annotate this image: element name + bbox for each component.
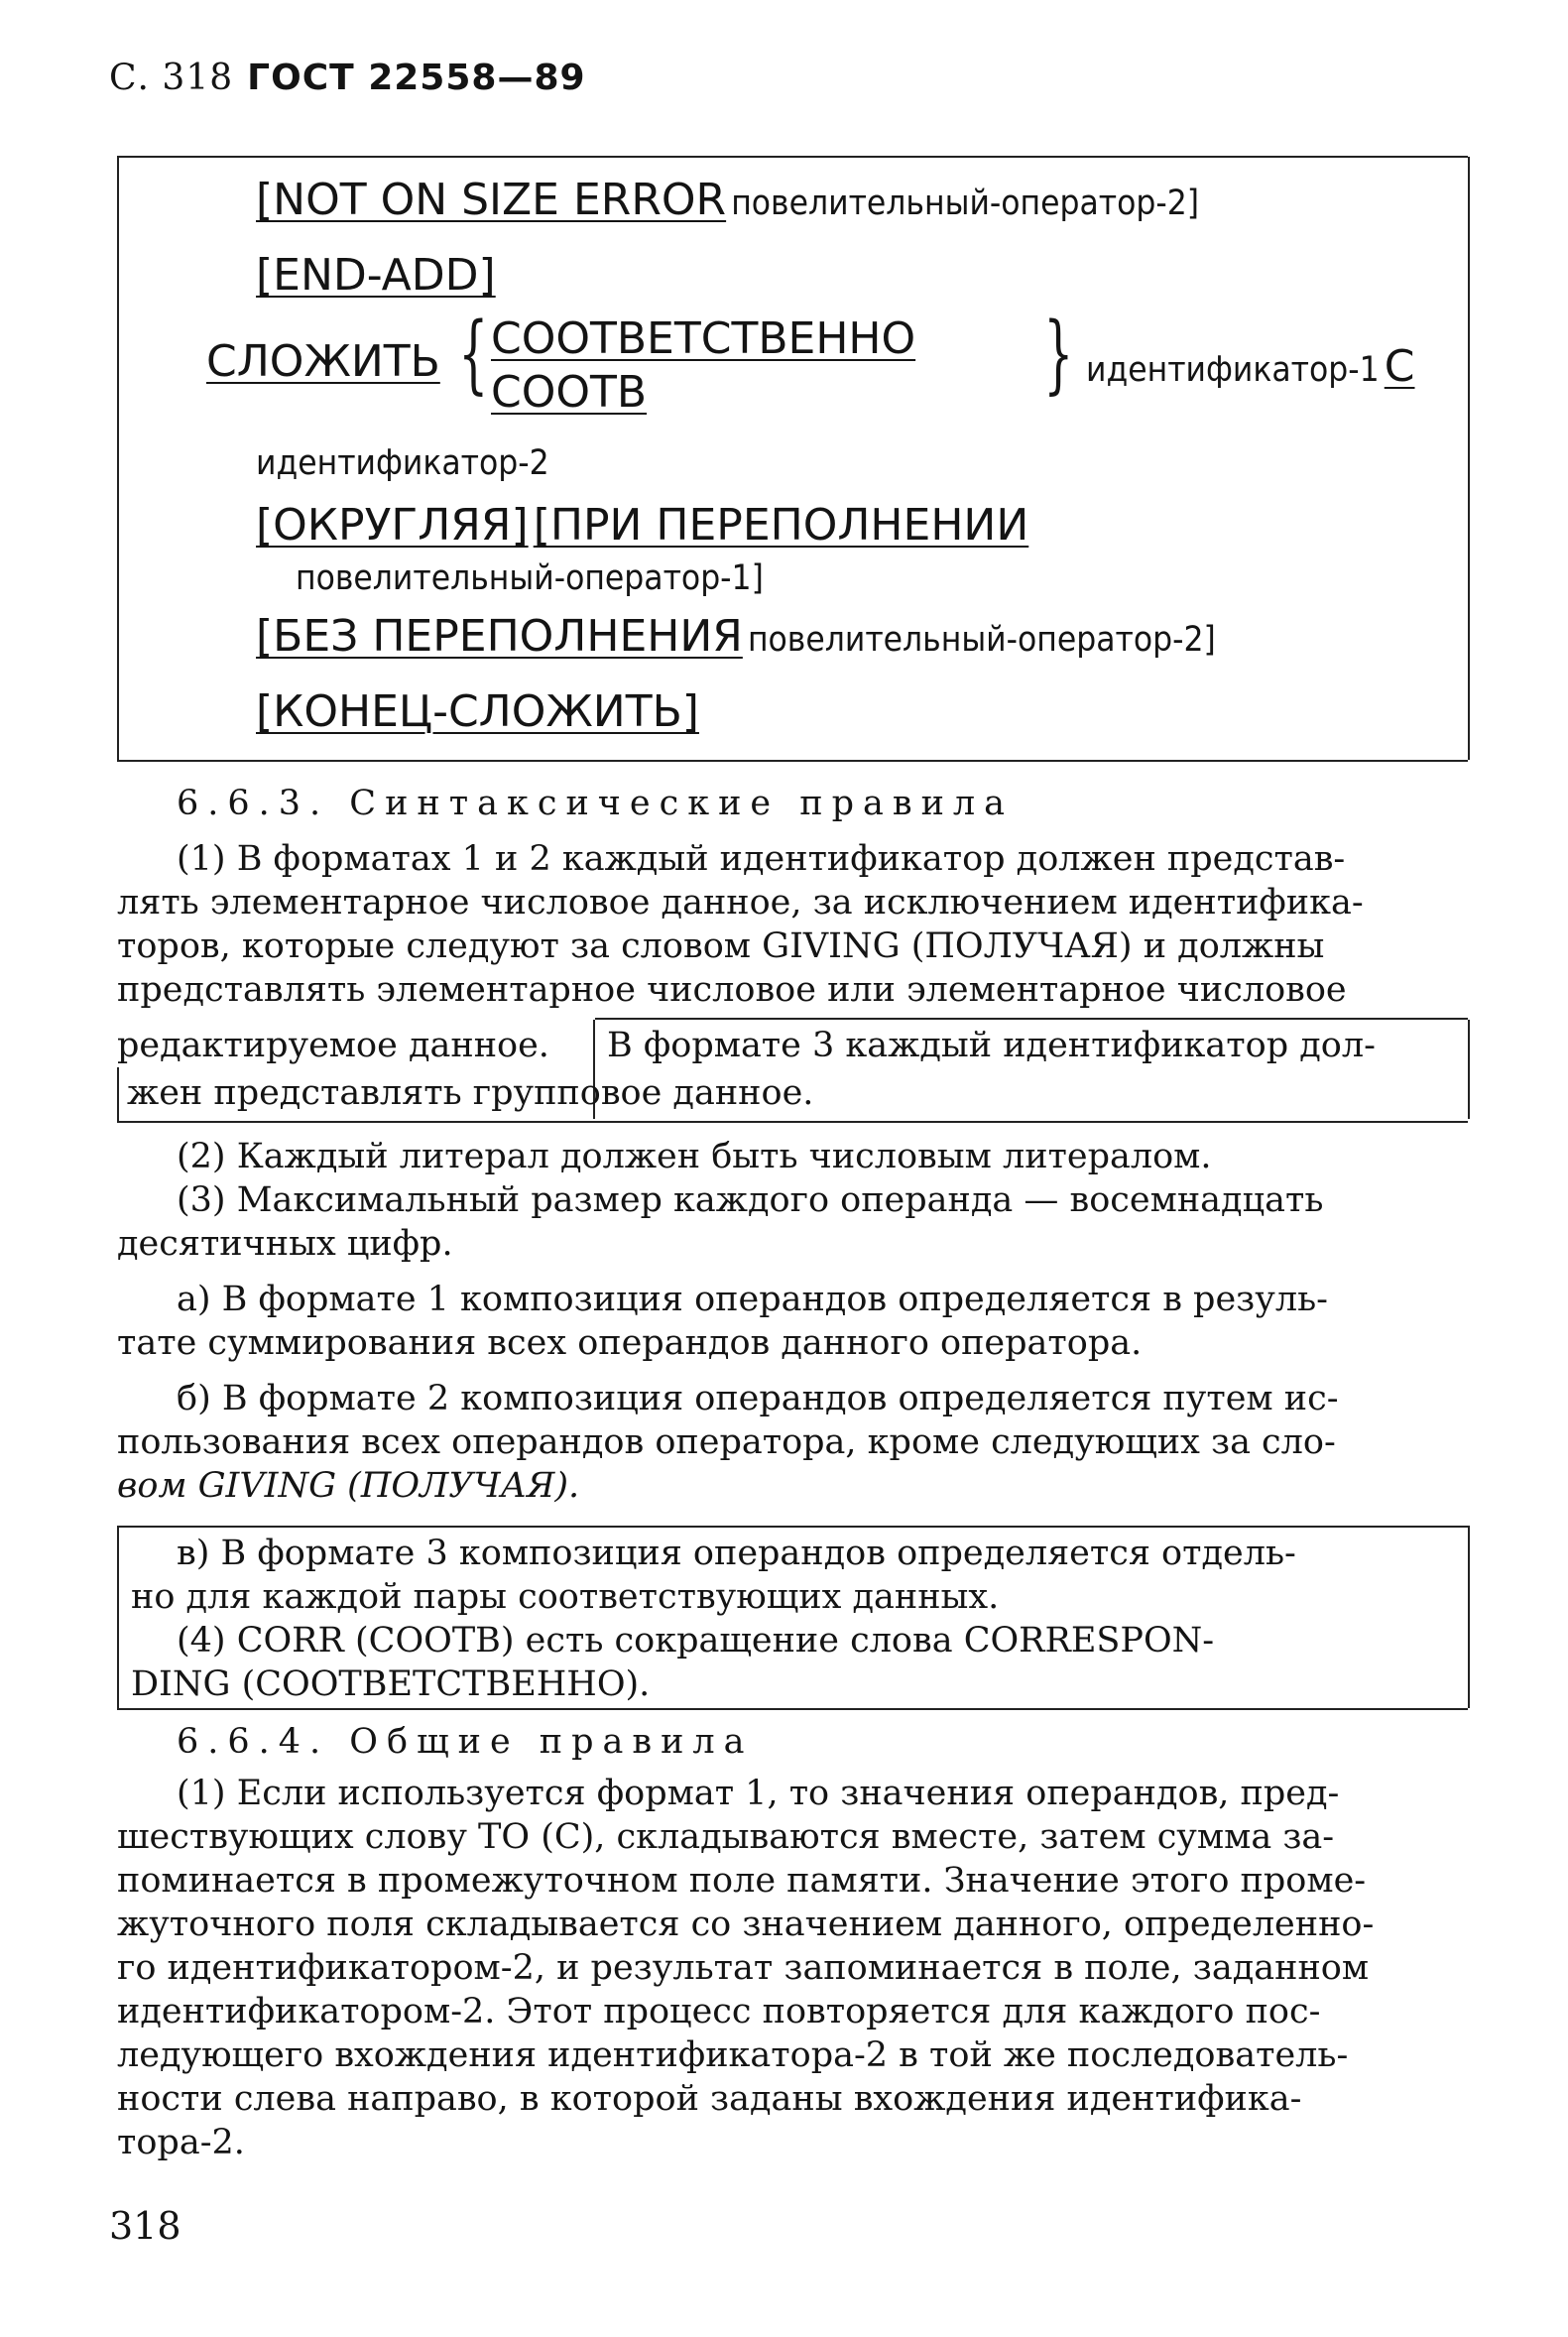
gen-rule1-line-7: ледующего вхождения идентификатора-2 в той же последователь-	[117, 2035, 1349, 2075]
rule3-line-2: десятичных цифр.	[117, 1224, 453, 1264]
rule-b-line-3: вом GIVING (ПОЛУЧАЯ).	[117, 1466, 580, 1506]
rule3-line-1: (3) Максимальный размер каждого операнда — восемнадцать	[177, 1180, 1324, 1220]
left-brace: {	[458, 305, 489, 404]
right-brace: }	[1043, 305, 1074, 404]
gen-rule1-line-2: шествующих слову ТО (С), складываются вместе, затем сумма за-	[117, 1817, 1335, 1857]
syntax-sootv: СООТВ	[491, 367, 648, 418]
syntax-sootvetstvenno: СООТВЕТСТВЕННО	[491, 313, 916, 364]
rule1-line-1: (1) В форматах 1 и 2 каждый идентификатор должен представ-	[177, 839, 1346, 879]
section-664-heading: 6.6.4. Общие правила	[177, 1722, 754, 1762]
rule1-boxed-a: В формате 3 каждый идентификатор дол-	[607, 1026, 1376, 1065]
gen-rule1-line-9: тора-2.	[117, 2123, 245, 2162]
gen-rule1-line-5: го идентификатором-2, и результат запоминается в поле, заданном	[117, 1948, 1370, 1988]
syntax-slozhit: СЛОЖИТЬ	[206, 336, 440, 387]
syntax-bez-perepolneniya: [БЕЗ ПЕРЕПОЛНЕНИЯ	[256, 611, 743, 662]
rule2: (2) Каждый литерал должен быть числовым литералом.	[177, 1137, 1212, 1176]
syntax-identifier-2: идентификатор-2	[256, 443, 549, 483]
syntax-format-box	[117, 157, 1470, 760]
syntax-identifier-1: идентификатор-1	[1086, 350, 1380, 390]
syntax-not-on-size-error: [NOT ON SIZE ERROR	[256, 175, 727, 225]
rule-b-line-2: пользования всех операндов оператора, кроме следующих за сло-	[117, 1422, 1336, 1462]
rule1-boxed-b: жен представлять групповое данное.	[127, 1073, 814, 1113]
standard-code: ГОСТ 22558—89	[247, 58, 586, 98]
syntax-c-keyword: С	[1384, 341, 1415, 392]
gen-rule1-line-3: поминается в промежуточном поле памяти. Значение этого проме-	[117, 1861, 1367, 1901]
syntax-konets-slozhit: [КОНЕЦ-СЛОЖИТЬ]	[256, 686, 699, 737]
syntax-box-bottom-rule	[117, 760, 1468, 762]
page-number: 318	[109, 2204, 181, 2248]
rule4-line-2: DING (СООТВЕТСТВЕННО).	[131, 1664, 651, 1704]
rule-a-line-1: а) В формате 1 композиция операндов определяется в резуль-	[177, 1280, 1328, 1319]
page-label: С. 318	[109, 58, 234, 98]
rule1-line-4: представлять элементарное числовое или элементарное числовое	[117, 970, 1347, 1010]
gen-rule1-line-6: идентификатором-2. Этот процесс повторяется для каждого пос-	[117, 1992, 1321, 2031]
rule1-line-3: торов, которые следуют за словом GIVING (ПОЛУЧАЯ) и должны	[117, 926, 1325, 966]
syntax-okruglyaya: [ОКРУГЛЯЯ]	[256, 500, 529, 551]
page-header	[109, 58, 586, 98]
gen-rule1-line-4: жуточного поля складывается со значением данного, определенно-	[117, 1905, 1375, 1944]
rule-b-line-1: б) В формате 2 композиция операндов определяется путем ис-	[177, 1379, 1339, 1418]
section-663-heading: 6.6.3. Синтаксические правила	[177, 784, 1015, 823]
syntax-imperative-2: повелительный-оператор-2]	[731, 184, 1200, 223]
gen-rule1-line-8: ности слева направо, в которой заданы вхождения идентифика-	[117, 2079, 1302, 2119]
syntax-end-add: [END-ADD]	[256, 250, 496, 301]
rule-a-line-2: тате суммирования всех операндов данного оператора.	[117, 1323, 1143, 1363]
rule1-line-5: редактируемое данное.	[117, 1026, 549, 1065]
rule-v-line-1: в) В формате 3 композиция операндов определяется отдель-	[177, 1534, 1296, 1573]
rule-v-line-2: но для каждой пары соответствующих данных.	[131, 1577, 1000, 1617]
boxed-v-rule-bottom	[117, 1708, 1468, 1710]
syntax-imperative-2b: повелительный-оператор-2]	[747, 620, 1216, 660]
gen-rule1-line-1: (1) Если используется формат 1, то значения операндов, пред-	[177, 1774, 1340, 1813]
rule4-line-1: (4) CORR (СООТВ) есть сокращение слова CORRESPON-	[177, 1621, 1215, 1660]
syntax-imperative-1: повелительный-оператор-1]	[296, 558, 764, 598]
syntax-pri-perepolnenii: [ПРИ ПЕРЕПОЛНЕНИИ	[533, 500, 1029, 551]
boxed-rule-bottom	[117, 1121, 1468, 1123]
rule1-line-2: лять элементарное числовое данное, за исключением идентифика-	[117, 883, 1364, 922]
